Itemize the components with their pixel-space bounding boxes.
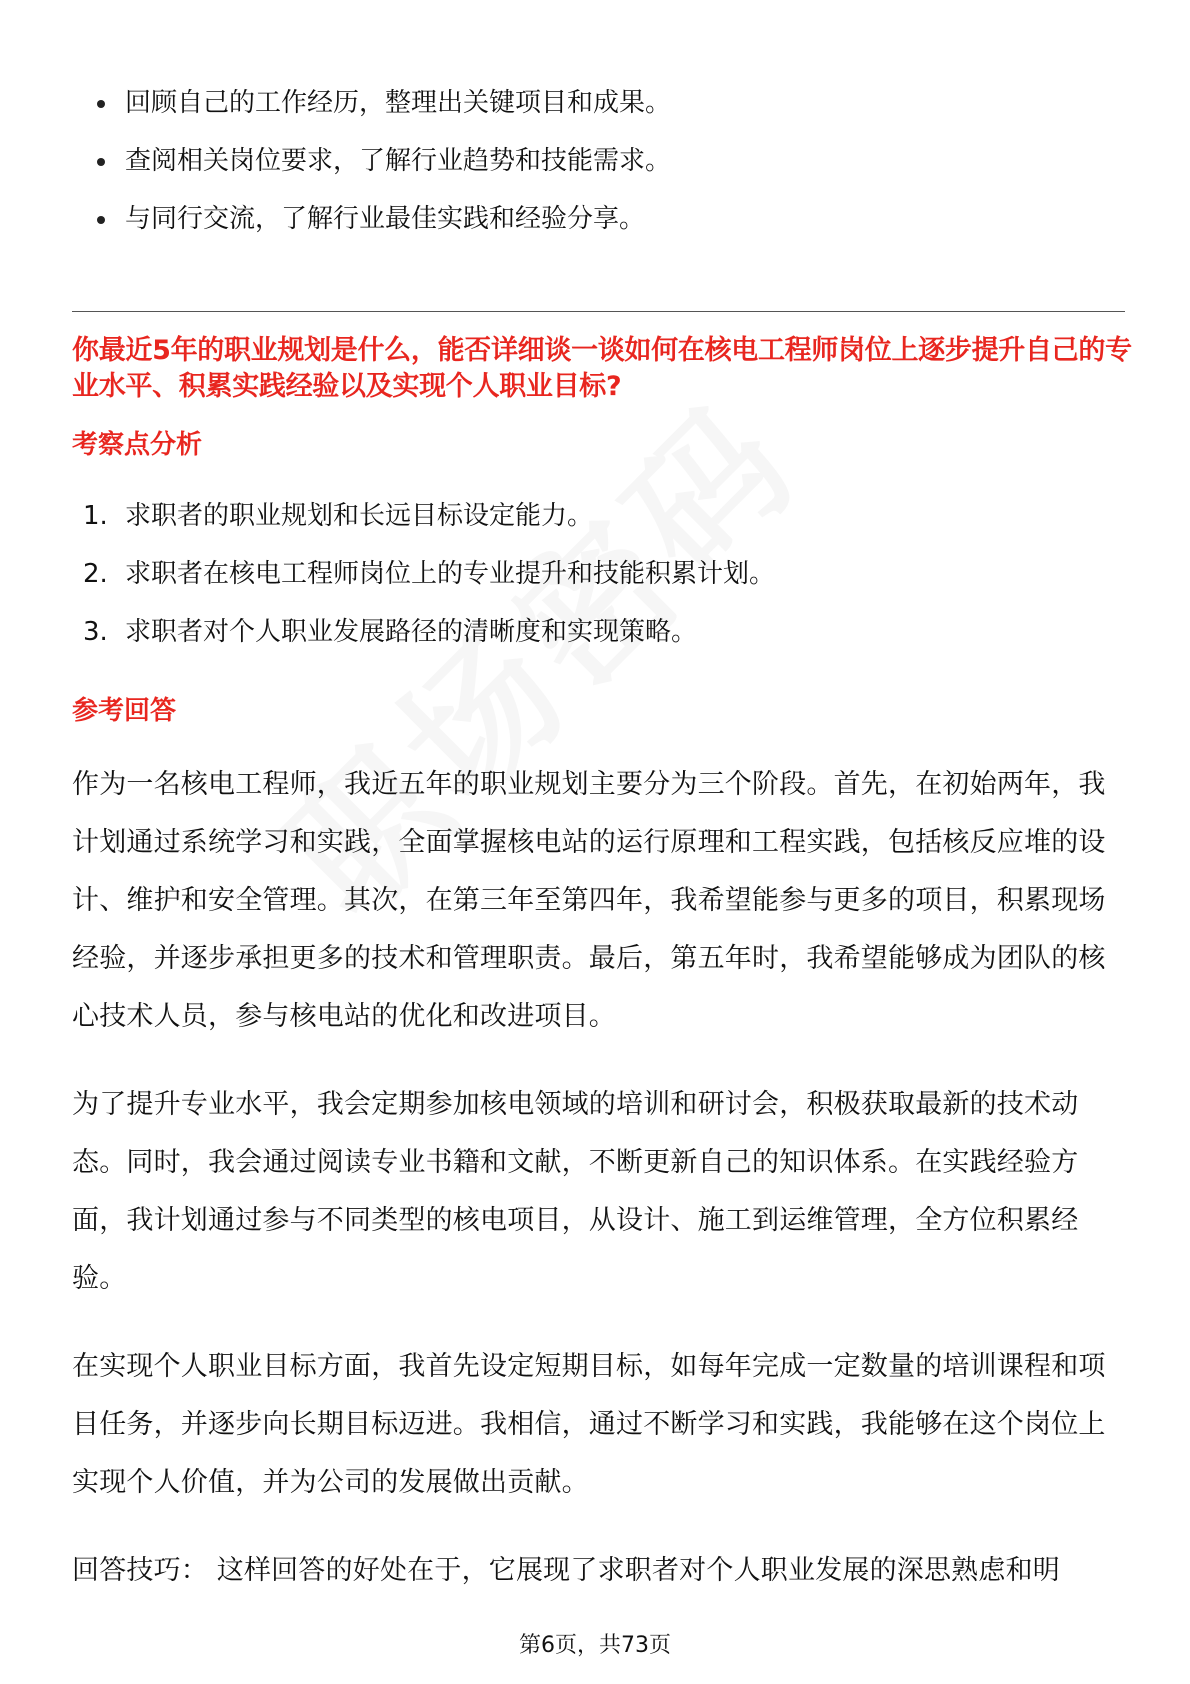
bullet-icon bbox=[97, 158, 105, 166]
answer-paragraph-2: 为了提升专业水平，我会定期参加核电领域的培训和研讨会，积极获取最新的技术动态。同时，我会通过阅读专业书籍和文献，不断更新自己的知识体系。在实践经验方面，我计划通过参与不同类型的核电项目，从设计、施工到运维管理，全方位积累经验。 bbox=[72, 1089, 1079, 1294]
list-item bbox=[97, 204, 671, 234]
item-text: 求职者在核电工程师岗位上的专业提升和技能积累计划。 bbox=[125, 559, 776, 589]
question-heading: 你最近5年的职业规划是什么，能否详细谈一谈如何在核电工程师岗位上逐步提升自己的专业水平、积累实践经验以及实现个人职业目标? bbox=[72, 335, 1132, 402]
list-item bbox=[97, 88, 671, 118]
item-number: 3. bbox=[83, 617, 108, 647]
list-item bbox=[83, 559, 775, 589]
page-footer: 第6页，共73页 bbox=[519, 1633, 671, 1658]
item-text: 求职者的职业规划和长远目标设定能力。 bbox=[125, 501, 594, 531]
answer-paragraph-3: 在实现个人职业目标方面，我首先设定短期目标，如每年完成一定数量的培训课程和项目任务，并逐步向长期目标迈进。我相信，通过不断学习和实践，我能够在这个岗位上实现个人价值，并为公司的发展做出贡献。 bbox=[72, 1351, 1106, 1498]
bullet-text: 回顾自己的工作经历，整理出关键项目和成果。 bbox=[125, 88, 672, 118]
analysis-list bbox=[83, 501, 775, 675]
item-number: 1. bbox=[83, 501, 108, 531]
answer-title: 参考回答 bbox=[72, 696, 177, 726]
analysis-title: 考察点分析 bbox=[72, 430, 203, 460]
list-item bbox=[97, 146, 671, 176]
section-divider bbox=[72, 311, 1125, 312]
answer-paragraph-1: 作为一名核电工程师，我近五年的职业规划主要分为三个阶段。首先，在初始两年，我计划通过系统学习和实践，全面掌握核电站的运行原理和工程实践，包括核反应堆的设计、维护和安全管理。其次，在第三年至第四年，我希望能参与更多的项目，积累现场经验，并逐步承担更多的技术和管理职责。最后，第五年时，我希望能够成为团队的核心技术人员，参与核电站的优化和改进项目。 bbox=[72, 769, 1106, 1032]
item-text: 求职者对个人职业发展路径的清晰度和实现策略。 bbox=[125, 617, 698, 647]
bullet-icon bbox=[97, 100, 105, 108]
list-item bbox=[83, 501, 775, 531]
bullet-text: 查阅相关岗位要求，了解行业趋势和技能需求。 bbox=[125, 146, 672, 176]
list-item bbox=[83, 617, 775, 647]
bullet-text: 与同行交流，了解行业最佳实践和经验分享。 bbox=[125, 204, 646, 234]
prev-bullet-list bbox=[97, 88, 671, 262]
item-number: 2. bbox=[83, 559, 108, 589]
bullet-icon bbox=[97, 216, 105, 224]
answer-tip: 回答技巧： 这样回答的好处在于，它展现了求职者对个人职业发展的深思熟虑和明 bbox=[72, 1555, 1060, 1586]
